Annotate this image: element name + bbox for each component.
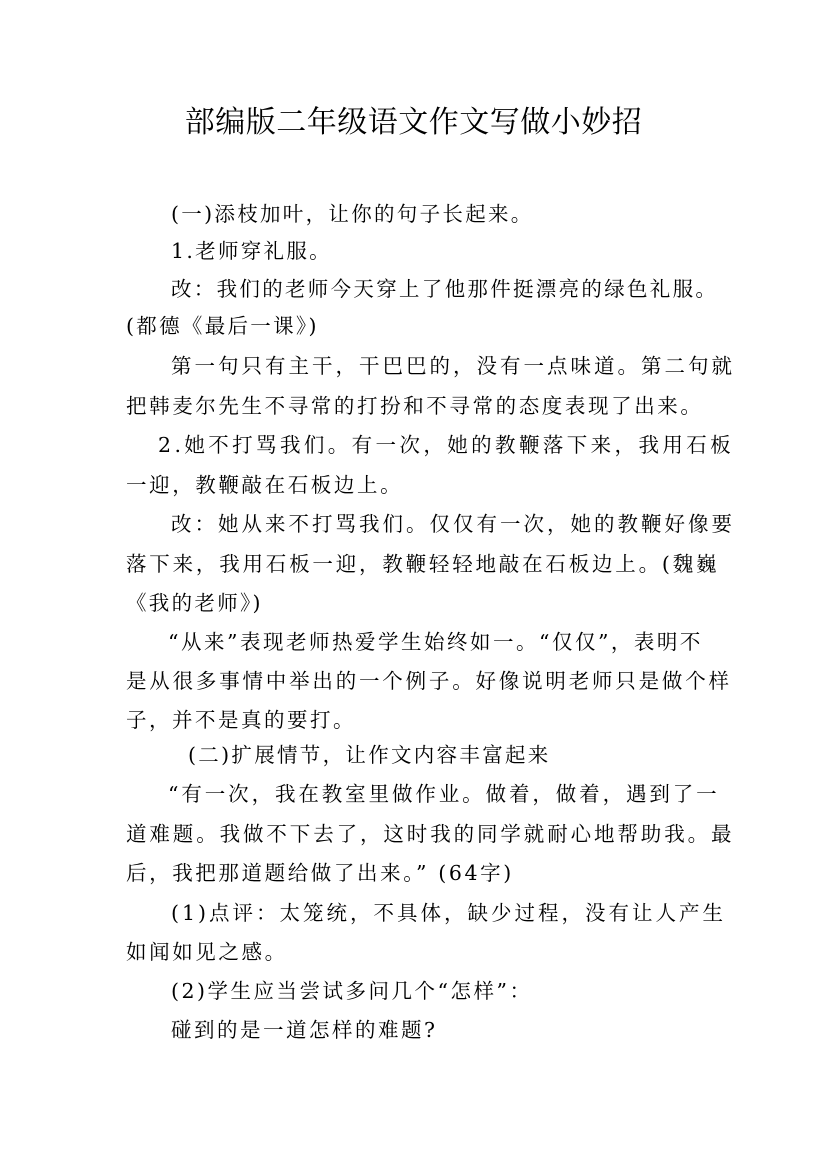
example-3-line-2: 道难题。我做不下去了，这时我的同学就耐心地帮助我。最 bbox=[126, 822, 735, 846]
suggestion-line: (2)学生应当尝试多问几个“怎样”： bbox=[171, 979, 533, 1003]
analysis-2-line-2: 是从很多事情中举出的一个例子。好像说明老师只是做个样 bbox=[126, 669, 732, 693]
example-3-line-3: 后，我把那道题给做了出来。” (64字) bbox=[126, 861, 514, 885]
example-2-line-2: 一迎，教鞭敲在石板边上。 bbox=[126, 473, 404, 497]
comment-line-1: (1)点评：太笼统，不具体，缺少过程，没有让人产生 bbox=[171, 901, 727, 925]
example-2-revised-1: 改：她从来不打骂我们。仅仅有一次，她的教鞭好像要 bbox=[171, 512, 735, 536]
analysis-2-line-3: 子，并不是真的要打。 bbox=[126, 708, 356, 732]
example-3-line-1: “有一次，我在教室里做作业。做着，做着，遇到了一 bbox=[168, 782, 720, 806]
document-title: 部编版二年级语文作文写做小妙招 bbox=[184, 105, 643, 140]
analysis-1-line-1: 第一句只有主干，干巴巴的，没有一点味道。第二句就 bbox=[171, 354, 735, 378]
analysis-1-line-2: 把韩麦尔先生不寻常的打扮和不寻常的态度表现了出来。 bbox=[126, 394, 704, 418]
example-1-sentence: 1.老师穿礼服。 bbox=[171, 239, 332, 263]
example-2-line-1: 2.她不打骂我们。有一次，她的教鞭落下来，我用石板 bbox=[158, 433, 735, 457]
example-2-source: 《我的老师》) bbox=[126, 591, 263, 615]
analysis-2-line-1: “从来”表现老师热爱学生始终如一。“仅仅”，表明不 bbox=[168, 630, 703, 654]
example-1-source: (都德《最后一课》) bbox=[126, 314, 319, 338]
comment-line-2: 如闻如见之感。 bbox=[126, 940, 288, 964]
example-1-revised: 改：我们的老师今天穿上了他那件挺漂亮的绿色礼服。 bbox=[171, 277, 719, 301]
example-2-revised-2: 落下来，我用石板一迎，教鞭轻轻地敲在石板边上。(魏巍 bbox=[126, 552, 720, 576]
section-heading-1: (一)添枝加叶，让你的句子长起来。 bbox=[171, 202, 534, 226]
section-heading-2: (二)扩展情节，让作文内容丰富起来 bbox=[188, 743, 551, 767]
question-line: 碰到的是一道怎样的难题? bbox=[171, 1018, 438, 1042]
